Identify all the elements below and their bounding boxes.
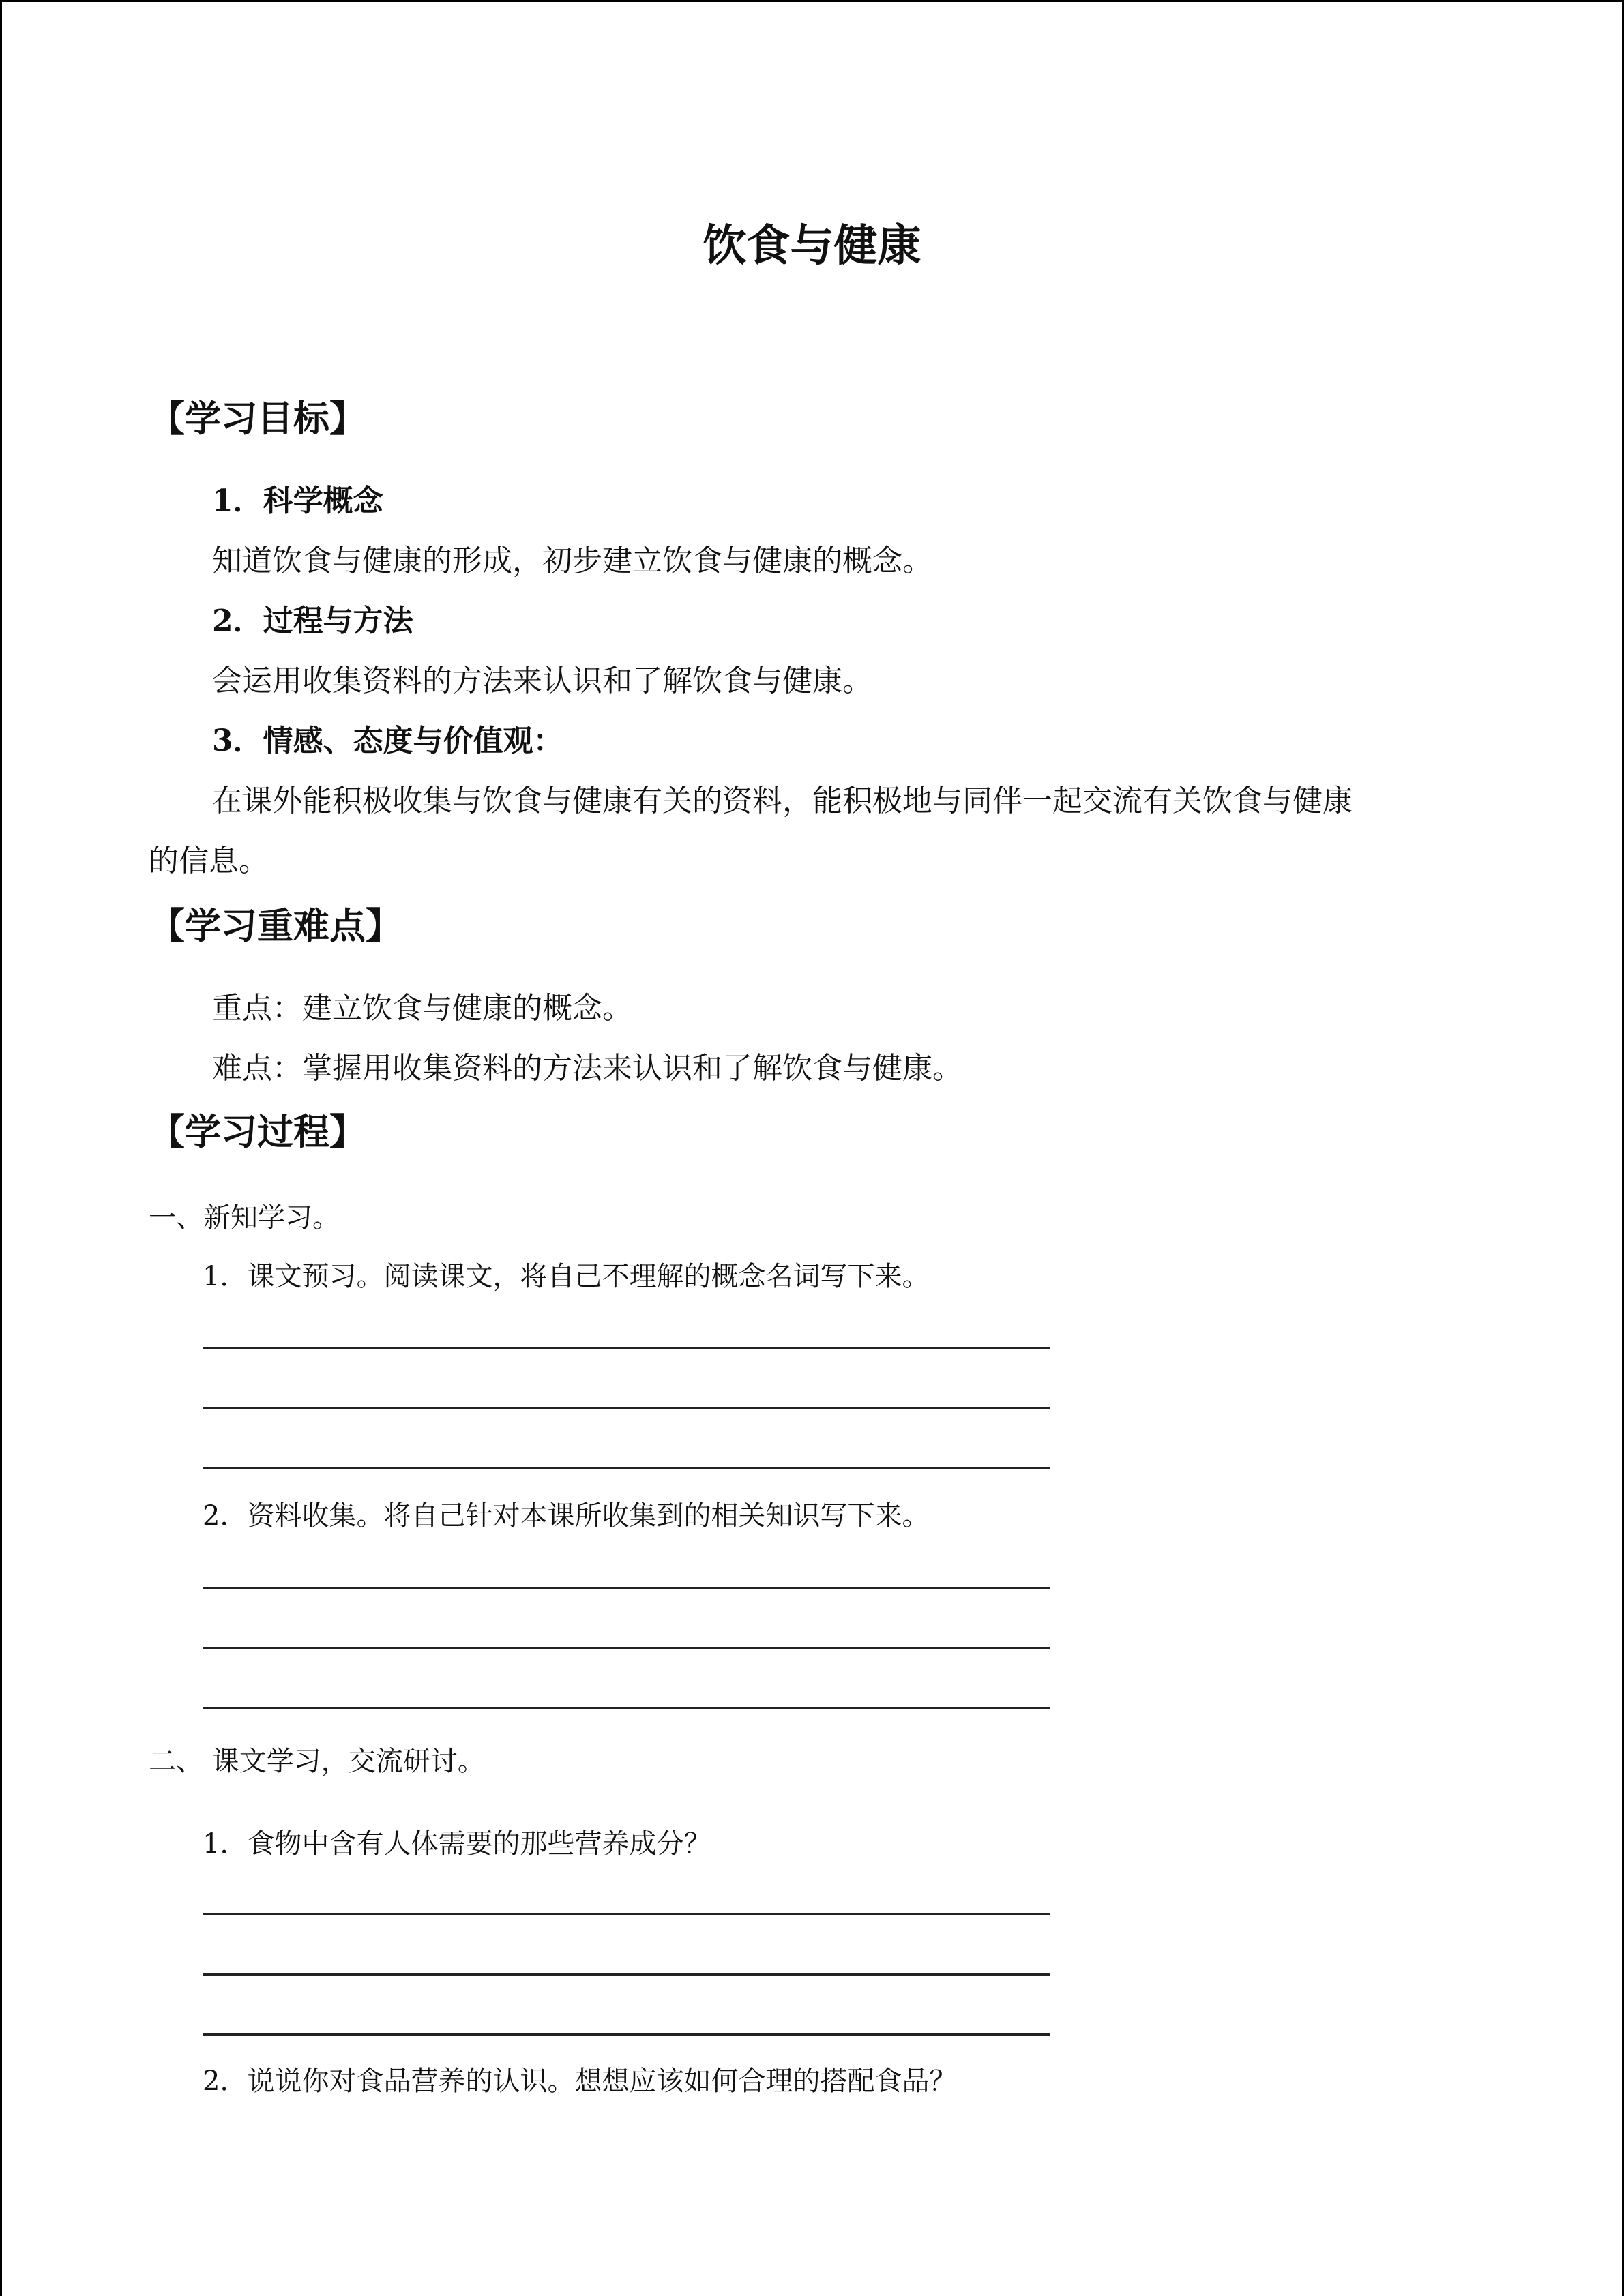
part1-heading: 一、新知学习。 — [149, 1202, 340, 1234]
objective-3-label: 3．情感、态度与价值观： — [212, 724, 563, 758]
part1-question-1: 1．课文预习。阅读课文，将自己不理解的概念名词写下来。 — [203, 1261, 930, 1292]
part1-question-2: 2．资料收集。将自己针对本课所收集到的相关知识写下来。 — [203, 1500, 930, 1532]
objective-1-label: 1．科学概念 — [212, 483, 383, 518]
answer-line[interactable] — [203, 1587, 1050, 1589]
key-point-difficulty: 难点：掌握用收集资料的方法来认识和了解饮食与健康。 — [212, 1051, 962, 1086]
key-point-focus: 重点：建立饮食与健康的概念。 — [212, 991, 632, 1026]
answer-line[interactable] — [203, 1973, 1050, 1976]
answer-line[interactable] — [203, 1707, 1050, 1709]
answer-line[interactable] — [203, 1347, 1050, 1349]
objective-2-text: 会运用收集资料的方法来认识和了解饮食与健康。 — [212, 664, 872, 698]
objective-3-text-line2: 的信息。 — [149, 844, 269, 878]
part2-question-1: 1．食物中含有人体需要的那些营养成分？ — [203, 1828, 711, 1860]
objectives-heading: 【学习目标】 — [149, 398, 366, 440]
part2-question-2: 2．说说你对食品营养的认识。想想应该如何合理的搭配食品？ — [203, 2066, 957, 2097]
answer-line[interactable] — [203, 1647, 1050, 1649]
objective-2-label: 2．过程与方法 — [212, 603, 413, 638]
answer-line[interactable] — [203, 2033, 1050, 2036]
key-points-heading: 【学习重难点】 — [149, 905, 402, 947]
answer-line[interactable] — [203, 1407, 1050, 1409]
page-title: 饮食与健康 — [703, 220, 921, 271]
objective-1-text: 知道饮食与健康的形成，初步建立饮食与健康的概念。 — [212, 543, 932, 578]
process-heading: 【学习过程】 — [149, 1111, 366, 1153]
answer-line[interactable] — [203, 1913, 1050, 1915]
part2-heading: 二、 课文学习，交流研讨。 — [149, 1746, 485, 1777]
objective-3-text-line1: 在课外能积极收集与饮食与健康有关的资料，能积极地与同伴一起交流有关饮食与健康 — [212, 784, 1353, 818]
answer-line[interactable] — [203, 1467, 1050, 1469]
